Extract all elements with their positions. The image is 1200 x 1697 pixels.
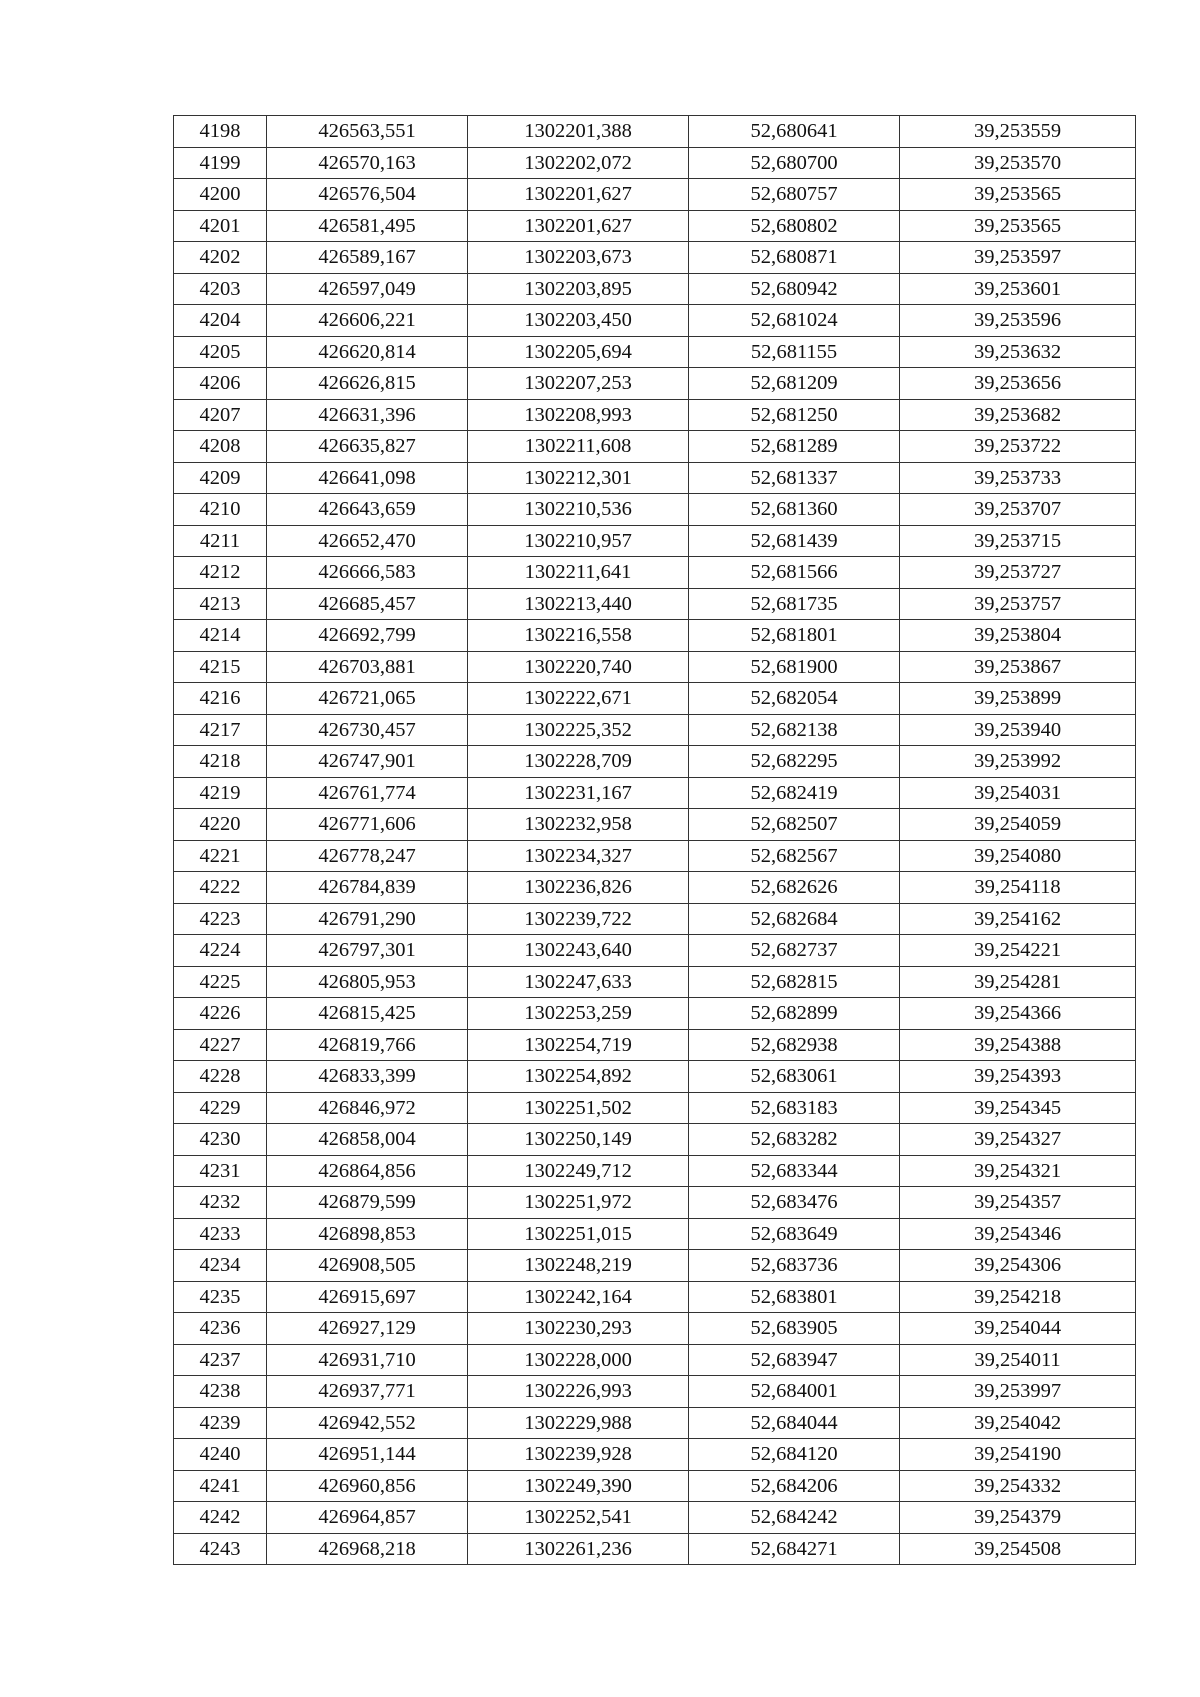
table-row bbox=[174, 116, 1136, 148]
latitude-cell: 52,683801 bbox=[689, 1281, 900, 1313]
y-coordinate-cell: 1302239,928 bbox=[468, 1439, 689, 1471]
latitude-cell: 52,682737 bbox=[689, 935, 900, 967]
table-row bbox=[174, 1502, 1136, 1534]
x-coordinate-cell: 426631,396 bbox=[267, 399, 468, 431]
y-coordinate-cell: 1302228,000 bbox=[468, 1344, 689, 1376]
x-coordinate-cell: 426833,399 bbox=[267, 1061, 468, 1093]
table-row bbox=[174, 588, 1136, 620]
table-row bbox=[174, 746, 1136, 778]
longitude-cell: 39,254346 bbox=[900, 1218, 1136, 1250]
table-row bbox=[174, 557, 1136, 589]
x-coordinate-cell: 426597,049 bbox=[267, 273, 468, 305]
longitude-cell: 39,254321 bbox=[900, 1155, 1136, 1187]
table-row bbox=[174, 966, 1136, 998]
latitude-cell: 52,682899 bbox=[689, 998, 900, 1030]
y-coordinate-cell: 1302234,327 bbox=[468, 840, 689, 872]
y-coordinate-cell: 1302261,236 bbox=[468, 1533, 689, 1565]
y-coordinate-cell: 1302202,072 bbox=[468, 147, 689, 179]
point-number-cell: 4220 bbox=[174, 809, 267, 841]
x-coordinate-cell: 426641,098 bbox=[267, 462, 468, 494]
table-row bbox=[174, 1250, 1136, 1282]
table-row bbox=[174, 242, 1136, 274]
y-coordinate-cell: 1302253,259 bbox=[468, 998, 689, 1030]
longitude-cell: 39,254357 bbox=[900, 1187, 1136, 1219]
latitude-cell: 52,681735 bbox=[689, 588, 900, 620]
y-coordinate-cell: 1302254,892 bbox=[468, 1061, 689, 1093]
longitude-cell: 39,253656 bbox=[900, 368, 1136, 400]
y-coordinate-cell: 1302207,253 bbox=[468, 368, 689, 400]
longitude-cell: 39,254393 bbox=[900, 1061, 1136, 1093]
point-number-cell: 4205 bbox=[174, 336, 267, 368]
point-number-cell: 4240 bbox=[174, 1439, 267, 1471]
y-coordinate-cell: 1302228,709 bbox=[468, 746, 689, 778]
x-coordinate-cell: 426643,659 bbox=[267, 494, 468, 526]
latitude-cell: 52,682295 bbox=[689, 746, 900, 778]
latitude-cell: 52,683905 bbox=[689, 1313, 900, 1345]
x-coordinate-cell: 426864,856 bbox=[267, 1155, 468, 1187]
table-row bbox=[174, 462, 1136, 494]
x-coordinate-cell: 426937,771 bbox=[267, 1376, 468, 1408]
latitude-cell: 52,682054 bbox=[689, 683, 900, 715]
y-coordinate-cell: 1302208,993 bbox=[468, 399, 689, 431]
point-number-cell: 4229 bbox=[174, 1092, 267, 1124]
point-number-cell: 4199 bbox=[174, 147, 267, 179]
y-coordinate-cell: 1302250,149 bbox=[468, 1124, 689, 1156]
y-coordinate-cell: 1302203,895 bbox=[468, 273, 689, 305]
latitude-cell: 52,683282 bbox=[689, 1124, 900, 1156]
x-coordinate-cell: 426620,814 bbox=[267, 336, 468, 368]
point-number-cell: 4206 bbox=[174, 368, 267, 400]
x-coordinate-cell: 426581,495 bbox=[267, 210, 468, 242]
y-coordinate-cell: 1302211,641 bbox=[468, 557, 689, 589]
table-row bbox=[174, 273, 1136, 305]
table-row bbox=[174, 714, 1136, 746]
coordinates-table-body bbox=[174, 116, 1136, 1565]
longitude-cell: 39,253997 bbox=[900, 1376, 1136, 1408]
x-coordinate-cell: 426721,065 bbox=[267, 683, 468, 715]
y-coordinate-cell: 1302229,988 bbox=[468, 1407, 689, 1439]
longitude-cell: 39,254080 bbox=[900, 840, 1136, 872]
table-row bbox=[174, 1439, 1136, 1471]
longitude-cell: 39,254162 bbox=[900, 903, 1136, 935]
latitude-cell: 52,684206 bbox=[689, 1470, 900, 1502]
latitude-cell: 52,683649 bbox=[689, 1218, 900, 1250]
x-coordinate-cell: 426784,839 bbox=[267, 872, 468, 904]
table-row bbox=[174, 903, 1136, 935]
table-row bbox=[174, 368, 1136, 400]
y-coordinate-cell: 1302211,608 bbox=[468, 431, 689, 463]
x-coordinate-cell: 426846,972 bbox=[267, 1092, 468, 1124]
latitude-cell: 52,682815 bbox=[689, 966, 900, 998]
longitude-cell: 39,253727 bbox=[900, 557, 1136, 589]
table-row bbox=[174, 683, 1136, 715]
table-row bbox=[174, 1470, 1136, 1502]
y-coordinate-cell: 1302201,627 bbox=[468, 179, 689, 211]
x-coordinate-cell: 426951,144 bbox=[267, 1439, 468, 1471]
latitude-cell: 52,680700 bbox=[689, 147, 900, 179]
longitude-cell: 39,253899 bbox=[900, 683, 1136, 715]
longitude-cell: 39,254118 bbox=[900, 872, 1136, 904]
y-coordinate-cell: 1302201,627 bbox=[468, 210, 689, 242]
table-row bbox=[174, 935, 1136, 967]
point-number-cell: 4241 bbox=[174, 1470, 267, 1502]
point-number-cell: 4215 bbox=[174, 651, 267, 683]
y-coordinate-cell: 1302222,671 bbox=[468, 683, 689, 715]
point-number-cell: 4236 bbox=[174, 1313, 267, 1345]
point-number-cell: 4231 bbox=[174, 1155, 267, 1187]
table-row bbox=[174, 1313, 1136, 1345]
latitude-cell: 52,681439 bbox=[689, 525, 900, 557]
point-number-cell: 4223 bbox=[174, 903, 267, 935]
x-coordinate-cell: 426791,290 bbox=[267, 903, 468, 935]
y-coordinate-cell: 1302232,958 bbox=[468, 809, 689, 841]
x-coordinate-cell: 426815,425 bbox=[267, 998, 468, 1030]
point-number-cell: 4232 bbox=[174, 1187, 267, 1219]
longitude-cell: 39,253992 bbox=[900, 746, 1136, 778]
table-row bbox=[174, 1218, 1136, 1250]
x-coordinate-cell: 426898,853 bbox=[267, 1218, 468, 1250]
x-coordinate-cell: 426805,953 bbox=[267, 966, 468, 998]
longitude-cell: 39,254332 bbox=[900, 1470, 1136, 1502]
latitude-cell: 52,682507 bbox=[689, 809, 900, 841]
table-row bbox=[174, 620, 1136, 652]
longitude-cell: 39,254366 bbox=[900, 998, 1136, 1030]
point-number-cell: 4203 bbox=[174, 273, 267, 305]
table-row bbox=[174, 1187, 1136, 1219]
y-coordinate-cell: 1302247,633 bbox=[468, 966, 689, 998]
table-row bbox=[174, 399, 1136, 431]
table-row bbox=[174, 1407, 1136, 1439]
x-coordinate-cell: 426778,247 bbox=[267, 840, 468, 872]
point-number-cell: 4221 bbox=[174, 840, 267, 872]
point-number-cell: 4225 bbox=[174, 966, 267, 998]
latitude-cell: 52,680942 bbox=[689, 273, 900, 305]
point-number-cell: 4204 bbox=[174, 305, 267, 337]
longitude-cell: 39,253597 bbox=[900, 242, 1136, 274]
x-coordinate-cell: 426819,766 bbox=[267, 1029, 468, 1061]
longitude-cell: 39,253565 bbox=[900, 210, 1136, 242]
point-number-cell: 4216 bbox=[174, 683, 267, 715]
point-number-cell: 4212 bbox=[174, 557, 267, 589]
longitude-cell: 39,253867 bbox=[900, 651, 1136, 683]
latitude-cell: 52,683061 bbox=[689, 1061, 900, 1093]
x-coordinate-cell: 426771,606 bbox=[267, 809, 468, 841]
table-row bbox=[174, 1344, 1136, 1376]
longitude-cell: 39,253804 bbox=[900, 620, 1136, 652]
y-coordinate-cell: 1302205,694 bbox=[468, 336, 689, 368]
latitude-cell: 52,683736 bbox=[689, 1250, 900, 1282]
y-coordinate-cell: 1302243,640 bbox=[468, 935, 689, 967]
table-row bbox=[174, 998, 1136, 1030]
latitude-cell: 52,683344 bbox=[689, 1155, 900, 1187]
point-number-cell: 4230 bbox=[174, 1124, 267, 1156]
longitude-cell: 39,253570 bbox=[900, 147, 1136, 179]
x-coordinate-cell: 426927,129 bbox=[267, 1313, 468, 1345]
latitude-cell: 52,682138 bbox=[689, 714, 900, 746]
x-coordinate-cell: 426960,856 bbox=[267, 1470, 468, 1502]
longitude-cell: 39,254042 bbox=[900, 1407, 1136, 1439]
point-number-cell: 4210 bbox=[174, 494, 267, 526]
point-number-cell: 4242 bbox=[174, 1502, 267, 1534]
table-row bbox=[174, 651, 1136, 683]
x-coordinate-cell: 426968,218 bbox=[267, 1533, 468, 1565]
longitude-cell: 39,253707 bbox=[900, 494, 1136, 526]
point-number-cell: 4234 bbox=[174, 1250, 267, 1282]
y-coordinate-cell: 1302216,558 bbox=[468, 620, 689, 652]
point-number-cell: 4235 bbox=[174, 1281, 267, 1313]
latitude-cell: 52,680641 bbox=[689, 116, 900, 148]
point-number-cell: 4224 bbox=[174, 935, 267, 967]
x-coordinate-cell: 426761,774 bbox=[267, 777, 468, 809]
x-coordinate-cell: 426635,827 bbox=[267, 431, 468, 463]
longitude-cell: 39,253715 bbox=[900, 525, 1136, 557]
point-number-cell: 4209 bbox=[174, 462, 267, 494]
table-row bbox=[174, 777, 1136, 809]
point-number-cell: 4207 bbox=[174, 399, 267, 431]
longitude-cell: 39,253565 bbox=[900, 179, 1136, 211]
longitude-cell: 39,253722 bbox=[900, 431, 1136, 463]
point-number-cell: 4237 bbox=[174, 1344, 267, 1376]
y-coordinate-cell: 1302203,450 bbox=[468, 305, 689, 337]
point-number-cell: 4201 bbox=[174, 210, 267, 242]
point-number-cell: 4226 bbox=[174, 998, 267, 1030]
latitude-cell: 52,682419 bbox=[689, 777, 900, 809]
x-coordinate-cell: 426730,457 bbox=[267, 714, 468, 746]
y-coordinate-cell: 1302251,502 bbox=[468, 1092, 689, 1124]
y-coordinate-cell: 1302220,740 bbox=[468, 651, 689, 683]
x-coordinate-cell: 426942,552 bbox=[267, 1407, 468, 1439]
x-coordinate-cell: 426879,599 bbox=[267, 1187, 468, 1219]
x-coordinate-cell: 426576,504 bbox=[267, 179, 468, 211]
latitude-cell: 52,684001 bbox=[689, 1376, 900, 1408]
table-row bbox=[174, 494, 1136, 526]
latitude-cell: 52,680871 bbox=[689, 242, 900, 274]
x-coordinate-cell: 426685,457 bbox=[267, 588, 468, 620]
latitude-cell: 52,683476 bbox=[689, 1187, 900, 1219]
latitude-cell: 52,681900 bbox=[689, 651, 900, 683]
latitude-cell: 52,684242 bbox=[689, 1502, 900, 1534]
latitude-cell: 52,681360 bbox=[689, 494, 900, 526]
latitude-cell: 52,681024 bbox=[689, 305, 900, 337]
y-coordinate-cell: 1302201,388 bbox=[468, 116, 689, 148]
longitude-cell: 39,253733 bbox=[900, 462, 1136, 494]
coordinates-table bbox=[173, 115, 1136, 1565]
table-row bbox=[174, 336, 1136, 368]
longitude-cell: 39,254379 bbox=[900, 1502, 1136, 1534]
point-number-cell: 4198 bbox=[174, 116, 267, 148]
y-coordinate-cell: 1302225,352 bbox=[468, 714, 689, 746]
y-coordinate-cell: 1302242,164 bbox=[468, 1281, 689, 1313]
longitude-cell: 39,253601 bbox=[900, 273, 1136, 305]
latitude-cell: 52,680757 bbox=[689, 179, 900, 211]
table-row bbox=[174, 1029, 1136, 1061]
longitude-cell: 39,254345 bbox=[900, 1092, 1136, 1124]
longitude-cell: 39,253559 bbox=[900, 116, 1136, 148]
point-number-cell: 4211 bbox=[174, 525, 267, 557]
point-number-cell: 4218 bbox=[174, 746, 267, 778]
point-number-cell: 4239 bbox=[174, 1407, 267, 1439]
table-row bbox=[174, 1376, 1136, 1408]
point-number-cell: 4233 bbox=[174, 1218, 267, 1250]
y-coordinate-cell: 1302210,957 bbox=[468, 525, 689, 557]
y-coordinate-cell: 1302203,673 bbox=[468, 242, 689, 274]
y-coordinate-cell: 1302248,219 bbox=[468, 1250, 689, 1282]
table-row bbox=[174, 431, 1136, 463]
x-coordinate-cell: 426563,551 bbox=[267, 116, 468, 148]
latitude-cell: 52,682567 bbox=[689, 840, 900, 872]
y-coordinate-cell: 1302249,390 bbox=[468, 1470, 689, 1502]
longitude-cell: 39,253940 bbox=[900, 714, 1136, 746]
latitude-cell: 52,680802 bbox=[689, 210, 900, 242]
latitude-cell: 52,681250 bbox=[689, 399, 900, 431]
latitude-cell: 52,683183 bbox=[689, 1092, 900, 1124]
table-row bbox=[174, 872, 1136, 904]
latitude-cell: 52,682626 bbox=[689, 872, 900, 904]
x-coordinate-cell: 426692,799 bbox=[267, 620, 468, 652]
y-coordinate-cell: 1302236,826 bbox=[468, 872, 689, 904]
x-coordinate-cell: 426858,004 bbox=[267, 1124, 468, 1156]
longitude-cell: 39,254059 bbox=[900, 809, 1136, 841]
x-coordinate-cell: 426915,697 bbox=[267, 1281, 468, 1313]
table-row bbox=[174, 1061, 1136, 1093]
y-coordinate-cell: 1302231,167 bbox=[468, 777, 689, 809]
longitude-cell: 39,254281 bbox=[900, 966, 1136, 998]
point-number-cell: 4228 bbox=[174, 1061, 267, 1093]
table-row bbox=[174, 1092, 1136, 1124]
table-row bbox=[174, 525, 1136, 557]
x-coordinate-cell: 426703,881 bbox=[267, 651, 468, 683]
x-coordinate-cell: 426797,301 bbox=[267, 935, 468, 967]
y-coordinate-cell: 1302249,712 bbox=[468, 1155, 689, 1187]
longitude-cell: 39,254388 bbox=[900, 1029, 1136, 1061]
table-row bbox=[174, 147, 1136, 179]
longitude-cell: 39,254306 bbox=[900, 1250, 1136, 1282]
y-coordinate-cell: 1302239,722 bbox=[468, 903, 689, 935]
table-row bbox=[174, 1533, 1136, 1565]
y-coordinate-cell: 1302212,301 bbox=[468, 462, 689, 494]
longitude-cell: 39,253757 bbox=[900, 588, 1136, 620]
longitude-cell: 39,254221 bbox=[900, 935, 1136, 967]
latitude-cell: 52,684271 bbox=[689, 1533, 900, 1565]
latitude-cell: 52,684044 bbox=[689, 1407, 900, 1439]
latitude-cell: 52,681289 bbox=[689, 431, 900, 463]
longitude-cell: 39,253682 bbox=[900, 399, 1136, 431]
latitude-cell: 52,681566 bbox=[689, 557, 900, 589]
y-coordinate-cell: 1302213,440 bbox=[468, 588, 689, 620]
latitude-cell: 52,681337 bbox=[689, 462, 900, 494]
x-coordinate-cell: 426570,163 bbox=[267, 147, 468, 179]
point-number-cell: 4208 bbox=[174, 431, 267, 463]
table-row bbox=[174, 1155, 1136, 1187]
y-coordinate-cell: 1302230,293 bbox=[468, 1313, 689, 1345]
point-number-cell: 4202 bbox=[174, 242, 267, 274]
table-row bbox=[174, 305, 1136, 337]
point-number-cell: 4227 bbox=[174, 1029, 267, 1061]
x-coordinate-cell: 426666,583 bbox=[267, 557, 468, 589]
y-coordinate-cell: 1302251,972 bbox=[468, 1187, 689, 1219]
longitude-cell: 39,254218 bbox=[900, 1281, 1136, 1313]
y-coordinate-cell: 1302252,541 bbox=[468, 1502, 689, 1534]
point-number-cell: 4217 bbox=[174, 714, 267, 746]
point-number-cell: 4214 bbox=[174, 620, 267, 652]
y-coordinate-cell: 1302226,993 bbox=[468, 1376, 689, 1408]
table-row bbox=[174, 840, 1136, 872]
longitude-cell: 39,254031 bbox=[900, 777, 1136, 809]
table-row bbox=[174, 179, 1136, 211]
point-number-cell: 4238 bbox=[174, 1376, 267, 1408]
latitude-cell: 52,684120 bbox=[689, 1439, 900, 1471]
y-coordinate-cell: 1302210,536 bbox=[468, 494, 689, 526]
latitude-cell: 52,682684 bbox=[689, 903, 900, 935]
longitude-cell: 39,254327 bbox=[900, 1124, 1136, 1156]
latitude-cell: 52,683947 bbox=[689, 1344, 900, 1376]
longitude-cell: 39,254044 bbox=[900, 1313, 1136, 1345]
latitude-cell: 52,681801 bbox=[689, 620, 900, 652]
x-coordinate-cell: 426908,505 bbox=[267, 1250, 468, 1282]
x-coordinate-cell: 426964,857 bbox=[267, 1502, 468, 1534]
longitude-cell: 39,254011 bbox=[900, 1344, 1136, 1376]
table-row bbox=[174, 210, 1136, 242]
x-coordinate-cell: 426606,221 bbox=[267, 305, 468, 337]
point-number-cell: 4200 bbox=[174, 179, 267, 211]
x-coordinate-cell: 426931,710 bbox=[267, 1344, 468, 1376]
x-coordinate-cell: 426747,901 bbox=[267, 746, 468, 778]
table-row bbox=[174, 809, 1136, 841]
point-number-cell: 4243 bbox=[174, 1533, 267, 1565]
table-row bbox=[174, 1124, 1136, 1156]
longitude-cell: 39,254508 bbox=[900, 1533, 1136, 1565]
longitude-cell: 39,254190 bbox=[900, 1439, 1136, 1471]
x-coordinate-cell: 426626,815 bbox=[267, 368, 468, 400]
latitude-cell: 52,682938 bbox=[689, 1029, 900, 1061]
latitude-cell: 52,681209 bbox=[689, 368, 900, 400]
point-number-cell: 4219 bbox=[174, 777, 267, 809]
point-number-cell: 4222 bbox=[174, 872, 267, 904]
longitude-cell: 39,253596 bbox=[900, 305, 1136, 337]
longitude-cell: 39,253632 bbox=[900, 336, 1136, 368]
y-coordinate-cell: 1302251,015 bbox=[468, 1218, 689, 1250]
latitude-cell: 52,681155 bbox=[689, 336, 900, 368]
table-row bbox=[174, 1281, 1136, 1313]
x-coordinate-cell: 426652,470 bbox=[267, 525, 468, 557]
y-coordinate-cell: 1302254,719 bbox=[468, 1029, 689, 1061]
x-coordinate-cell: 426589,167 bbox=[267, 242, 468, 274]
point-number-cell: 4213 bbox=[174, 588, 267, 620]
